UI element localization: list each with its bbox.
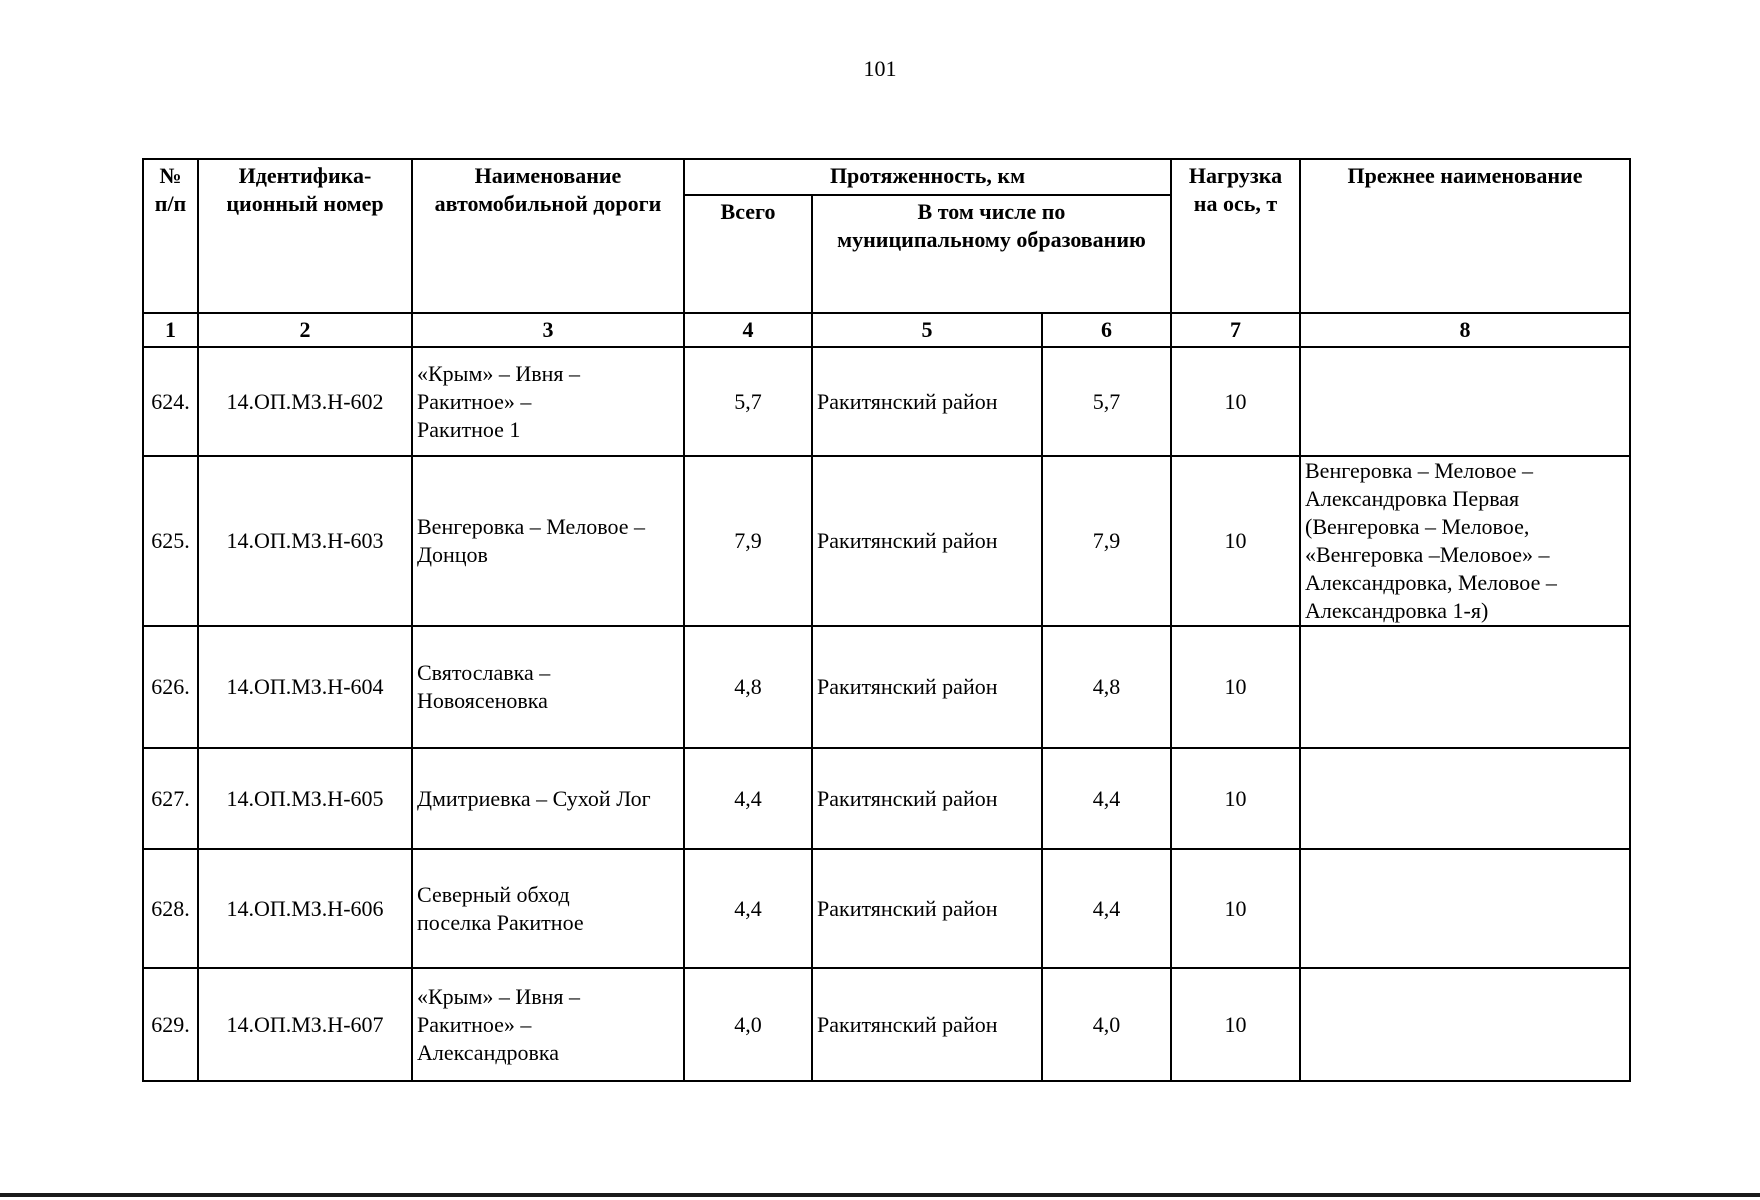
header-row	[143, 159, 1630, 195]
column-number: 8	[1300, 313, 1630, 347]
row-municipality-length: 4,4	[1042, 748, 1171, 849]
column-number: 3	[412, 313, 684, 347]
row-axle-load: 10	[1171, 968, 1300, 1081]
row-number: 628.	[143, 849, 198, 968]
row-former-name	[1300, 968, 1630, 1081]
row-total-length: 4,4	[684, 849, 812, 968]
row-total-length: 4,8	[684, 626, 812, 748]
row-former-name	[1300, 849, 1630, 968]
header-former-name: Прежнее наименование	[1300, 159, 1630, 313]
header-axle-load: Нагрузка на ось, т	[1171, 159, 1300, 313]
column-numbers-row	[143, 313, 1630, 347]
row-road-name: «Крым» – Ивня – Ракитное» – Александровка	[412, 968, 684, 1081]
row-municipality-length: 4,0	[1042, 968, 1171, 1081]
row-total-length: 7,9	[684, 456, 812, 626]
header-including: В том числе по муниципальному образованию	[812, 195, 1171, 313]
table-row	[143, 456, 1630, 626]
row-total-length: 4,0	[684, 968, 812, 1081]
row-id: 14.ОП.МЗ.Н-602	[198, 347, 412, 456]
header-length: Протяженность, км	[684, 159, 1171, 195]
header-id: Идентифика- ционный номер	[198, 159, 412, 313]
table-row	[143, 849, 1630, 968]
row-id: 14.ОП.МЗ.Н-605	[198, 748, 412, 849]
row-total-length: 5,7	[684, 347, 812, 456]
row-municipality: Ракитянский район	[812, 849, 1042, 968]
row-id: 14.ОП.МЗ.Н-604	[198, 626, 412, 748]
row-municipality-length: 7,9	[1042, 456, 1171, 626]
row-id: 14.ОП.МЗ.Н-606	[198, 849, 412, 968]
column-number: 7	[1171, 313, 1300, 347]
row-former-name	[1300, 748, 1630, 849]
row-number: 629.	[143, 968, 198, 1081]
column-number: 1	[143, 313, 198, 347]
table-row	[143, 968, 1630, 1081]
roads-table	[142, 158, 1631, 1082]
header-num: № п/п	[143, 159, 198, 313]
row-road-name: Дмитриевка – Сухой Лог	[412, 748, 684, 849]
table-row	[143, 347, 1630, 456]
column-number: 6	[1042, 313, 1171, 347]
row-road-name: Святославка – Новоясеновка	[412, 626, 684, 748]
row-municipality-length: 4,8	[1042, 626, 1171, 748]
row-municipality: Ракитянский район	[812, 347, 1042, 456]
page-number: 101	[863, 56, 897, 81]
row-municipality: Ракитянский район	[812, 456, 1042, 626]
header-total: Всего	[684, 195, 812, 313]
row-axle-load: 10	[1171, 849, 1300, 968]
row-former-name	[1300, 347, 1630, 456]
row-axle-load: 10	[1171, 456, 1300, 626]
column-number: 5	[812, 313, 1042, 347]
row-road-name: «Крым» – Ивня – Ракитное» – Ракитное 1	[412, 347, 684, 456]
column-number: 4	[684, 313, 812, 347]
header-road-name: Наименование автомобильной дороги	[412, 159, 684, 313]
row-former-name	[1300, 626, 1630, 748]
row-total-length: 4,4	[684, 748, 812, 849]
row-municipality-length: 5,7	[1042, 347, 1171, 456]
scan-edge-line	[0, 1193, 1760, 1197]
row-municipality: Ракитянский район	[812, 626, 1042, 748]
table-row	[143, 626, 1630, 748]
row-former-name: Венгеровка – Меловое – Александровка Первая (Венгеровка – Меловое, «Венгеровка –Меловое» – Александровка, Меловое – Александровка 1-я)	[1300, 456, 1630, 626]
row-road-name: Венгеровка – Меловое – Донцов	[412, 456, 684, 626]
row-id: 14.ОП.МЗ.Н-603	[198, 456, 412, 626]
row-axle-load: 10	[1171, 347, 1300, 456]
row-number: 627.	[143, 748, 198, 849]
row-road-name: Северный обход поселка Ракитное	[412, 849, 684, 968]
table-row	[143, 748, 1630, 849]
row-municipality-length: 4,4	[1042, 849, 1171, 968]
row-axle-load: 10	[1171, 748, 1300, 849]
row-municipality: Ракитянский район	[812, 968, 1042, 1081]
row-axle-load: 10	[1171, 626, 1300, 748]
column-number: 2	[198, 313, 412, 347]
row-number: 624.	[143, 347, 198, 456]
row-number: 625.	[143, 456, 198, 626]
row-id: 14.ОП.МЗ.Н-607	[198, 968, 412, 1081]
row-municipality: Ракитянский район	[812, 748, 1042, 849]
row-number: 626.	[143, 626, 198, 748]
